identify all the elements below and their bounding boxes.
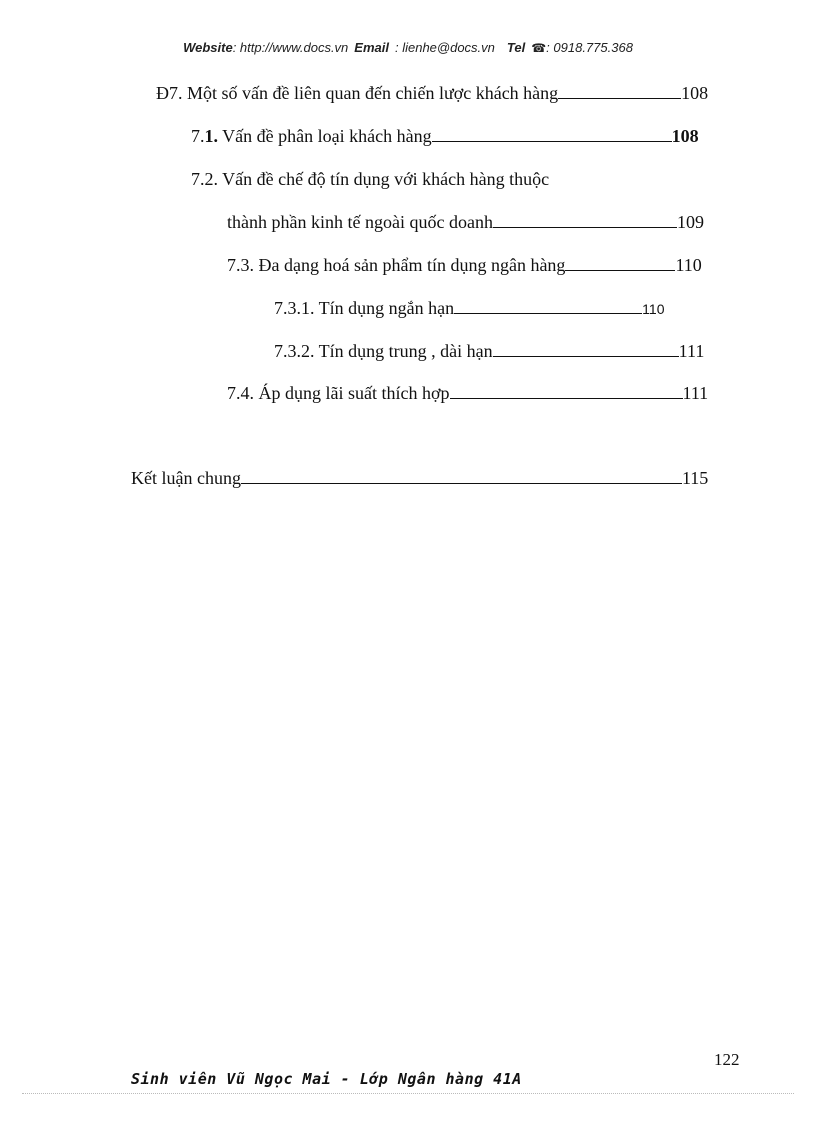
toc-entry-title: Kết luận chung xyxy=(131,468,241,488)
toc-leader xyxy=(241,467,682,484)
toc-entry-conclusion xyxy=(131,467,708,489)
toc-entry-title: 7.3.2. Tín dụng trung , dài hạn xyxy=(274,341,493,361)
toc-leader xyxy=(432,125,672,142)
toc-entry-page: 108 xyxy=(671,126,699,146)
email-label: Email xyxy=(354,40,389,55)
toc-entry-title: 7.3. Đa dạng hoá sản phẩm tín dụng ngân hàng xyxy=(227,255,566,275)
toc-entry-title: Đ7. Một số vấn đề liên quan đến chiến lược khách hàng xyxy=(156,83,559,103)
toc-entry-7-3 xyxy=(227,254,702,276)
toc-entry-7-2-cont xyxy=(227,211,704,233)
tel-label: Tel xyxy=(506,40,526,55)
toc-leader xyxy=(558,82,681,99)
toc-entry-page: 109 xyxy=(676,212,704,232)
toc-entry-title: thành phần kinh tế ngoài quốc doanh xyxy=(227,212,493,232)
toc-leader xyxy=(450,382,683,399)
website-label: Website xyxy=(183,40,233,55)
toc-entry-7-4 xyxy=(227,382,708,404)
toc-entry-page: 110 xyxy=(642,301,665,317)
toc-leader xyxy=(493,340,679,357)
toc-entry-section-7 xyxy=(156,82,708,104)
toc-entry-page: 111 xyxy=(682,383,709,403)
email-value: : lienhe@docs.vn xyxy=(394,40,495,55)
toc-entry-7-2 xyxy=(191,168,549,190)
toc-entry-7-3-2 xyxy=(274,340,704,362)
toc-entry-title: 7.3.1. Tín dụng ngắn hạn xyxy=(274,298,455,318)
tel-value: : 0918.775.368 xyxy=(546,40,633,55)
toc-entry-7-3-1 xyxy=(274,297,664,320)
toc-entry-page: 108 xyxy=(681,83,709,103)
page-number: 122 xyxy=(714,1050,740,1069)
page-header xyxy=(0,40,816,55)
toc-entry-title: 7.2. Vấn đề chế độ tín dụng với khách hàng thuộc xyxy=(191,169,550,189)
page-footer: Sinh viên Vũ Ngọc Mai - Lớp Ngân hàng 41A xyxy=(131,1070,522,1088)
toc-leader xyxy=(565,254,675,271)
toc-leader xyxy=(454,297,642,314)
phone-icon: ☎ xyxy=(531,41,547,55)
toc-leader xyxy=(493,211,677,228)
footer-divider xyxy=(22,1093,794,1094)
toc-entry-title: 7.4. Áp dụng lãi suất thích hợp xyxy=(227,383,450,403)
toc-entry-page: 110 xyxy=(675,255,702,275)
toc-entry-page: 115 xyxy=(681,468,709,488)
toc-entry-title: 7.1. Vấn đề phân loại khách hàng xyxy=(191,126,432,146)
toc-entry-7-1 xyxy=(191,125,699,147)
toc-entry-page: 111 xyxy=(678,341,705,361)
website-value: : http://www.docs.vn xyxy=(232,40,349,55)
